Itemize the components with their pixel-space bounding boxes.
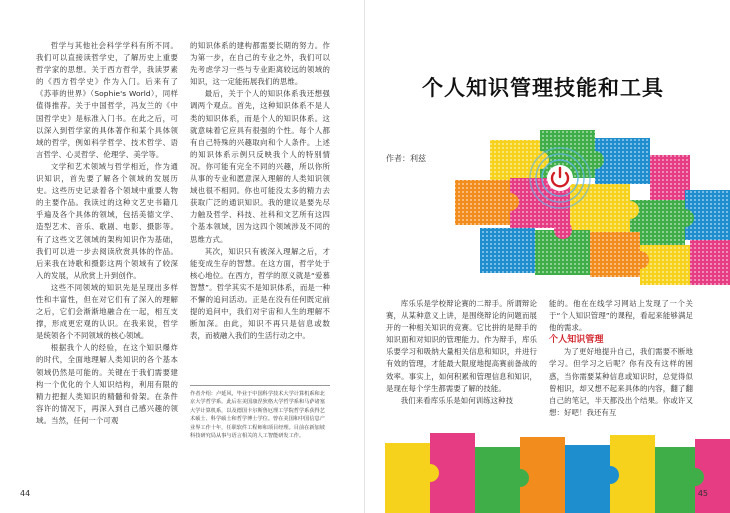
page-number: 45 — [697, 489, 708, 498]
paragraph: 能的。他在在线学习网站上发现了一个关于“个人知识管理”的课程，看起来能够满足他的需求。 — [549, 299, 693, 333]
right-page — [365, 0, 730, 513]
paragraph: 我们来看库乐乐是如何训练这种技 — [400, 395, 514, 405]
article-author: 作者：利兹 — [386, 154, 426, 163]
paragraph: 文学和艺术领域与哲学相近，作为通识知识，首先要了解各个领域的发展历史。这些历史记录着各个领域中重要人物的主要作品。我读过的这种文艺史书籍几乎遍及各个具体的领域，包括美德文学、造型艺术、音乐、歌剧、电影、摄影等。有了这些文艺领域的架构知识作为基础，我们可以进一步去阅读欣赏具体的作品。后来我在诗歌和摄影这两个领域有了较深入的发展，从欣赏上升到创作。 — [36, 161, 178, 280]
puzzle-strip-illustration — [385, 433, 730, 513]
right-column-2 — [549, 298, 693, 419]
paragraph: 最后，关于个人的知识体系我还想强调两个观点。首先，这种知识体系不是人类的知识体系，而是个人的知识体系。这就意味着它应具有很强的个性。每个人都有自己特殊的兴趣取向和个人条件。上述的知识体系示例只反映我个人的特别情况。你可能有完全不同的兴趣，所以你所从事的专业和愿意深入理解的人类知识领域也很不相同。你也可能没太多的精力去获取广泛的通识知识。我的建议是要先尽力触及哲学、科技、社科和文艺所有这四个基本领域，因为这四个领域涉及不同的思维方式。 — [190, 89, 330, 244]
paragraph: 哲学与其他社会科学学科有所不同。我们可以直接读哲学史，了解历史上重要哲学家的思想。关于西方哲学，我读罗素的《西方哲学史》作为入门。后来有了《苏菲的世界》（Sophie's World），同样值得推荐。关于中国哲学，冯友兰的《中国哲学史》是标准入门书。在此之后，可以深入到哲学家的具体著作和某个具体领域的哲学，例如科学哲学、技术哲学、语言哲学、心灵哲学、伦理学、美学等。 — [36, 41, 178, 159]
page-number: 44 — [20, 489, 31, 498]
left-column-2 — [190, 40, 330, 342]
paragraph: 的知识体系的建构都需要长期的努力。作为第一步，在自己的专业之外，我们可以先考虑学习一些与专业距离较远的领域的知识，这一定能拓展我们的思维。 — [190, 41, 330, 87]
left-column-1 — [36, 40, 178, 427]
paragraph: 为了更好地提升自己，我们需要不断地学习。但学习之后呢？你有没有这样的困惑，当你需要某种信息或知识时，总觉得似曾相识，却又想不起来具体的内容，翻了翻自己的笔记，半天都没出个结果。你或许又想：好吧！我还有互 — [549, 347, 693, 417]
paragraph: 其次，知识只有被深入理解之后，才能变成生存的智慧。在这方面，哲学处于核心地位。在西方，哲学的原义就是“爱慕智慧”。哲学其实不是知识体系，而是一种不懈的追问活动。正是在没有任何既定前提的追问中，我们对宇宙和人生的理解不断加深。由此，知识不再只是信息或数表，而被融入我们的生活行动之中。 — [190, 246, 330, 341]
article-title: 个人知识管理技能和工具 — [422, 76, 664, 100]
author-footnote: 作者介绍：卢延风，毕业于中国科学技术大学计算机系和北京大学哲学系。此后在美国康涅狄格大学哲学系和马萨诸塞大学计算机系，以及德国卡尔斯鲁厄理工学院哲学系获得艺术硕士、科学硕士和哲学博士学位。曾在美国和中国信息产业界工作十年，任职软件工程师和项目经理。目前在新加坡科技研究局从事与语言相关的人工智能研发工作。 — [190, 385, 330, 440]
paragraph: 这些不同领域的知识先是呈现出多样性和丰富性，但在对它们有了深入的理解之后，它们会渐渐地融合在一起，相互支撑，形成更宏观的认识。在我来说，哲学是统领各个不同领域的核心领域。 — [36, 282, 178, 341]
section-subheading: 个人知识管理 — [549, 335, 604, 346]
right-column-1 — [386, 298, 537, 407]
puzzle-head-illustration — [385, 130, 730, 290]
paragraph: 根据我个人的经验，在这个知识爆炸的时代，全面地理解人类知识的各个基本领域仍然是可能的。关键在于我们需要建构一个优化的个人知识结构，利用有限的精力把握人类知识的精髓和骨架。在条件容许的情况下，再深入到自己感兴趣的领域。当然，任何一个可观 — [36, 343, 178, 425]
paragraph: 库乐乐是学校辩论赛的二辩手。所谓辩论赛，从某种意义上讲，是围绕辩论的问题而展开的一种相关知识的竞赛。它比拼的是辩手的知识面和对知识的管理能力。作为辩手，库乐乐要学习和吸纳大量相关信息和知识，并进行有效的管理，才能最大限度地提高赛前备战的效率。事实上，如何积累和管理信息和知识，是现在每个学生都需要了解的技能。 — [386, 299, 537, 393]
